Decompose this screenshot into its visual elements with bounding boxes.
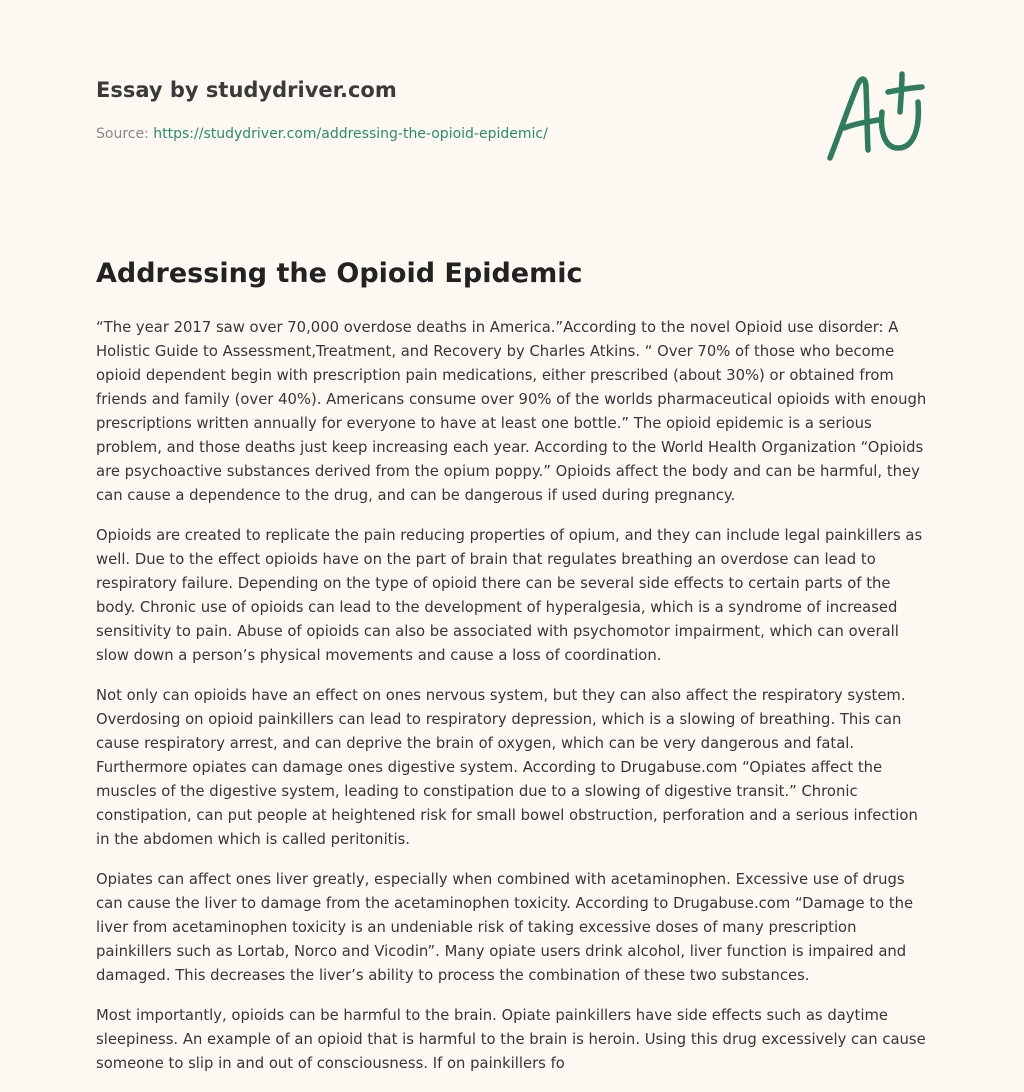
essay-body (96, 316, 931, 1076)
essay-paragraph: Most importantly, opioids can be harmful to the brain. Opiate painkillers have side effects such as daytime sleepiness. An example of an opioid that is harmful to the brain is heroin. Using this drug excessively can cause someone to slip in and out of consciousness. If on painkillers fo (96, 1007, 926, 1072)
source-label: Source: (96, 126, 154, 142)
essay-paragraph: Not only can opioids have an effect on ones nervous system, but they can also affect the respiratory system. Overdosing on opioid painkillers can lead to respiratory depression, which is a slowing of breathing. This can cause respiratory arrest, and can deprive the brain of oxygen, which can be very dangerous and fatal. Furthermore opiates can damage ones digestive system. According to Drugabuse.com “Opiates affect the muscles of the digestive system, leading to constipation due to a slowing of digestive transit.” Chronic constipation, can put people at heightened risk for small bowel obstruction, perforation and a serious infection in the abdomen which is called peritonitis. (96, 687, 918, 848)
site-title: Essay by studydriver.com (96, 78, 397, 102)
source-line (96, 124, 796, 144)
page-header (96, 76, 796, 144)
essay-article (96, 254, 931, 1092)
essay-paragraph: Opiates can affect ones liver greatly, especially when combined with acetaminophen. Excessive use of drugs can cause the liver to damage from the acetaminophen toxicity. According to Drugabuse.com “Damage to the liver from acetaminophen toxicity is an undeniable risk of taking excessive doses of many prescription painkillers such as Lortab, Norco and Vicodin”. Many opiate users drink alcohol, liver function is impaired and damaged. This decreases the liver’s ability to process the combination of these two substances. (96, 871, 914, 984)
essay-paragraph: “The year 2017 saw over 70,000 overdose deaths in America.”According to the novel Opioid use disorder: A Holistic Guide to Assessment,Treatment, and Recovery by Charles Atkins. “ Over 70% of those who become opioid dependent begin with prescription pain medications, either prescribed (about 30%) or obtained from friends and family (over 40%). Americans consume over 90% of the worlds pharmaceutical opioids with enough prescriptions written annually for everyone to have at least one bottle.” The opioid epidemic is a serious problem, and those deaths just keep increasing each year. According to the World Health Organization “Opioids are psychoactive substances derived from the opium poppy.” Opioids affect the body and can be harmful, they can cause a dependence to the drug, and can be dangerous if used during pregnancy. (96, 319, 927, 504)
source-link[interactable]: https://studydriver.com/addressing-the-opioid-epidemic/ (153, 126, 548, 142)
a-plus-logo-icon (820, 68, 930, 168)
essay-paragraph: Opioids are created to replicate the pain reducing properties of opium, and they can include legal painkillers as well. Due to the effect opioids have on the part of brain that regulates breathing an overdose can lead to respiratory failure. Depending on the type of opioid there can be several side effects to certain parts of the body. Chronic use of opioids can lead to the development of hyperalgesia, which is a syndrome of increased sensitivity to pain. Abuse of opioids can also be associated with psychomotor impairment, which can overall slow down a person’s physical movements and cause a loss of coordination. (96, 527, 923, 664)
essay-title: Addressing the Opioid Epidemic (96, 258, 583, 289)
